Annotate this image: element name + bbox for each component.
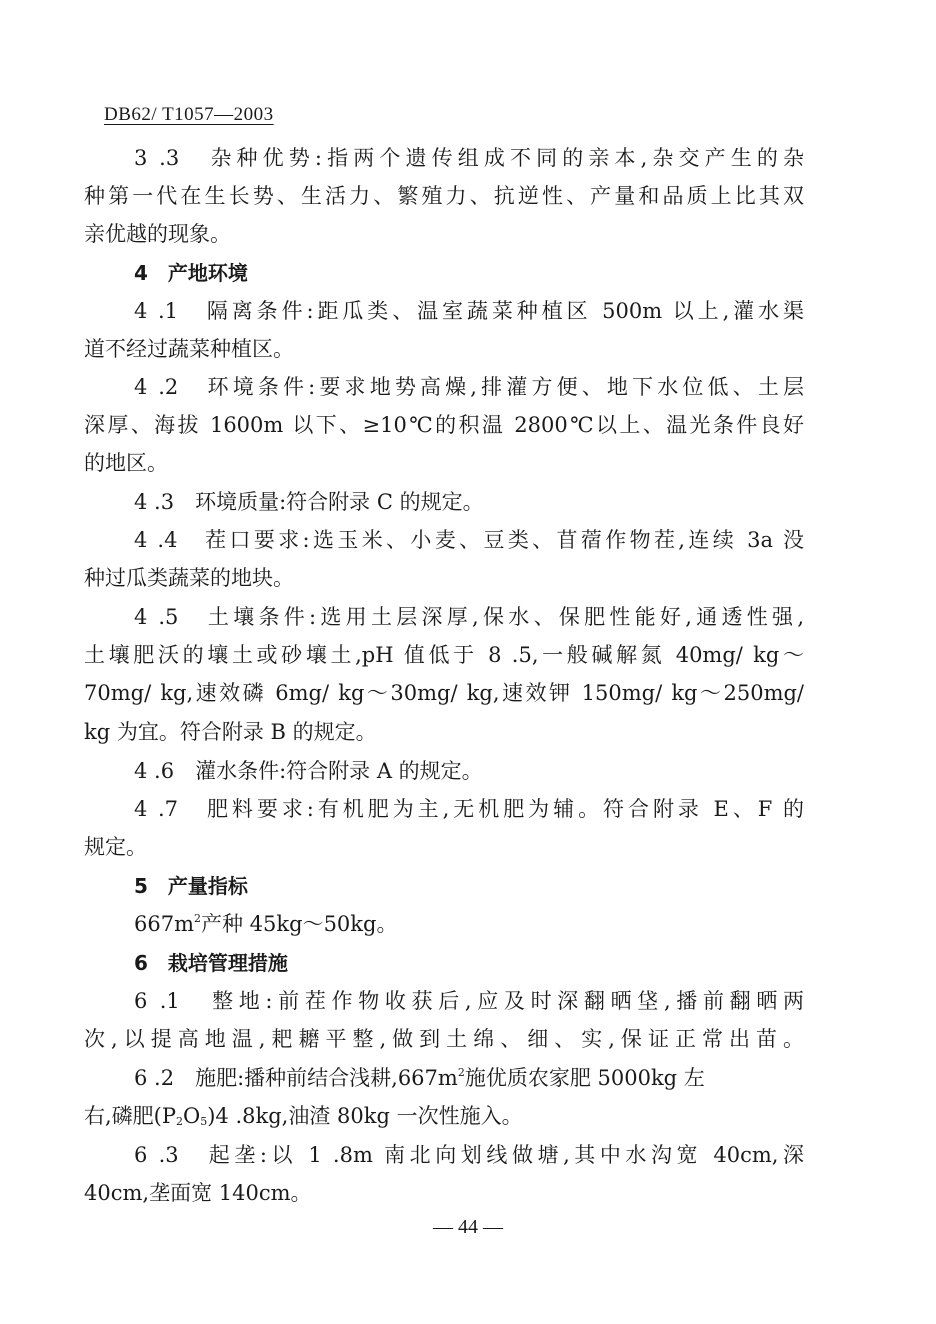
clause-3-3-line-2: 种第一代在生长势、生活力、繁殖力、抗逆性、产量和品质上比其双 — [84, 184, 804, 208]
clause-6-1-line-2: 次,以提高地温,耙耱平整,做到土绵、细、实,保证正常出苗。 — [84, 1027, 804, 1051]
clause-4-2-line-3: 的地区。 — [84, 451, 168, 475]
clause-6-3-line-1: 6 .3 起垄:以 1 .8m 南北向划线做塘,其中水沟宽 40cm,深 — [134, 1143, 804, 1167]
section-5-heading: 5 产量指标 — [134, 874, 248, 898]
clause-6-1-line-1: 6 .1 整地:前茬作物收获后,应及时深翻晒垡,播前翻晒两 — [134, 989, 804, 1013]
clause-4-4-line-1: 4 .4 茬口要求:选玉米、小麦、豆类、苜蓿作物茬,连续 3a 没 — [134, 528, 804, 552]
phosphate-text-b: O — [183, 1104, 201, 1128]
standard-code-header: DB62/ T1057—2003 — [104, 104, 274, 125]
clause-6-3-line-2: 40cm,垄面宽 140cm。 — [84, 1181, 312, 1205]
phosphate-subscript-1: 2 — [176, 1115, 183, 1128]
clause-4-3: 4 .3 环境质量:符合附录 C 的规定。 — [134, 490, 484, 514]
clause-4-5-line-4: kg 为宜。符合附录 B 的规定。 — [84, 720, 377, 744]
clause-6-2-line-2 — [84, 1100, 804, 1132]
section-4-heading: 4 产地环境 — [134, 261, 248, 285]
phosphate-subscript-2: 5 — [200, 1115, 208, 1128]
clause-4-6: 4 .6 灌水条件:符合附录 A 的规定。 — [134, 759, 483, 783]
area-value: 667m — [134, 912, 194, 936]
area-superscript: 2 — [194, 912, 201, 925]
clause-4-7-line-1: 4 .7 肥料要求:有机肥为主,无机肥为辅。符合附录 E、F 的 — [134, 797, 804, 821]
clause-4-5-line-1: 4 .5 土壤条件:选用土层深厚,保水、保肥性能好,通透性强, — [134, 605, 804, 629]
section-6-heading: 6 栽培管理措施 — [134, 951, 288, 975]
phosphate-text-c: )4 .8kg,油渣 80kg 一次性施入。 — [207, 1104, 523, 1128]
clause-4-5-line-3: 70mg/ kg,速效磷 6mg/ kg～30mg/ kg,速效钾 150mg/ kg～250mg/ — [84, 681, 804, 705]
clause-4-1-line-1: 4 .1 隔离条件:距瓜类、温室蔬菜种植区 500m 以上,灌水渠 — [134, 299, 804, 323]
clause-4-1-line-2: 道不经过蔬菜种植区。 — [84, 337, 294, 361]
yield-target-line — [134, 908, 804, 940]
clause-4-7-line-2: 规定。 — [84, 835, 147, 859]
clause-4-4-line-2: 种过瓜类蔬菜的地块。 — [84, 566, 294, 590]
clause-4-2-line-1: 4 .2 环境条件:要求地势高燥,排灌方便、地下水位低、土层 — [134, 375, 804, 399]
clause-6-2-text-a: 6 .2 施肥:播种前结合浅耕,667m — [134, 1066, 458, 1090]
phosphate-text-a: 右,磷肥(P — [84, 1104, 176, 1128]
clause-6-2-line-1 — [134, 1062, 804, 1094]
clause-3-3-line-1: 3 .3 杂种优势:指两个遗传组成不同的亲本,杂交产生的杂 — [134, 146, 804, 170]
page-number: — 44 — — [433, 1216, 503, 1238]
clause-4-5-line-2: 土壤肥沃的壤土或砂壤土,pH 值低于 8 .5,一般碱解氮 40mg/ kg～ — [84, 643, 804, 667]
clause-4-2-line-2: 深厚、海拔 1600m 以下、≥10℃的积温 2800℃以上、温光条件良好 — [84, 413, 804, 437]
clause-6-2-superscript: 2 — [457, 1066, 465, 1079]
yield-text: 产种 45kg～50kg。 — [201, 912, 398, 936]
clause-6-2-text-b: 施优质农家肥 5000kg 左 — [464, 1066, 705, 1090]
clause-3-3-line-3: 亲优越的现象。 — [84, 222, 231, 246]
